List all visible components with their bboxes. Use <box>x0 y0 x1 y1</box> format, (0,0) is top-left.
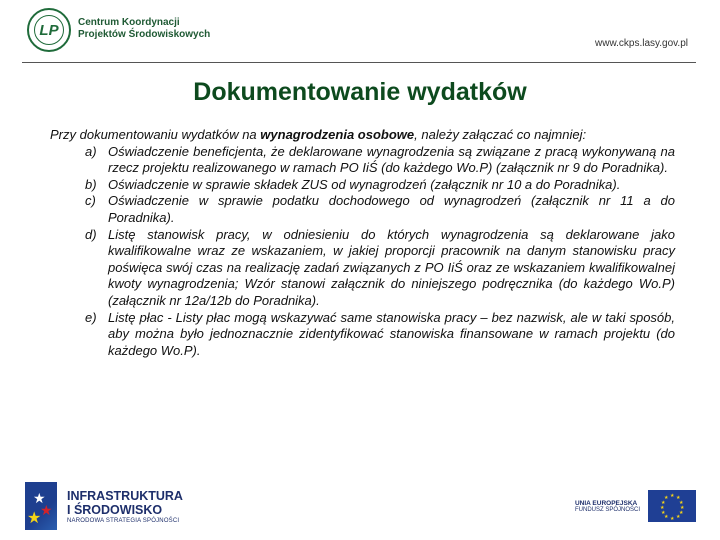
intro-paragraph <box>50 127 675 144</box>
eu-flag-icon: ★ ★ ★ ★ ★ ★ ★ ★ ★ ★ ★ ★ <box>648 490 696 522</box>
list-text: Oświadczenie w sprawie podatku dochodowego od wynagrodzeń (załącznik nr 11 a do Poradnika). <box>108 193 675 225</box>
intro-text: Przy dokumentowaniu wydatków na <box>50 127 261 142</box>
list-item <box>50 227 675 310</box>
website-url: www.ckps.lasy.gov.pl <box>595 38 688 49</box>
lasy-panstwowe-logo: LP <box>27 8 71 52</box>
header-divider <box>22 62 696 63</box>
ue-line-2: FUNDUSZ SPÓJNOŚCI <box>574 506 640 513</box>
slide-title: Dokumentowanie wydatków <box>193 78 527 106</box>
list-item <box>50 144 675 177</box>
list-item <box>50 193 675 226</box>
list-text: Oświadczenie beneficjenta, że deklarowane wynagrodzenia są związane z pracą wykonywaną na rzecz projektu realizowanego w ramach PO IiŚ (do każdego Wo.P) (załącznik nr 9 do Poradnika). <box>108 143 675 176</box>
org-line-2: Projektów Środowiskowych <box>78 29 211 40</box>
requirements-list <box>50 144 675 360</box>
infrastruktura-logo <box>25 482 183 530</box>
list-item <box>50 310 675 360</box>
list-text: Listę stanowisk pracy, w odniesieniu do których wynagrodzenia są deklarowane jako kwalifikowalne wraz ze wskazaniem, w jakiej proporcji pracownik na danym stanowisku pracy poświęca swój czas na realizację zadań związanych z PO IiŚ oraz ze wskazaniem kwalifikowalnej kwoty wynagrodzenia; Wzór stanowi załącznik do niniejszego podręcznika (do każdego Wo.P) (załącznik nr 12a/12b do Poradnika). <box>108 226 675 308</box>
ist-line-1: INFRASTRUKTURA <box>67 488 183 503</box>
org-line-1: Centrum Koordynacji <box>78 17 180 28</box>
stars-icon: ★ ★ ★ <box>25 482 57 530</box>
list-letter: a) <box>85 143 97 159</box>
list-text: Listę płac - Listy płac mogą wskazywać same stanowiska pracy – bez nazwisk, ale w taki sposób, aby można było jednoznacznie zidentyfikować stanowiska finansowane w ramach projektu (do każdego Wo.P). <box>108 309 675 358</box>
organization-name <box>78 17 210 41</box>
list-text: Oświadczenie w sprawie składek ZUS od wynagrodzeń (załącznik nr 10 a do Poradnika). <box>108 176 621 192</box>
ist-line-3: NARODOWA STRATEGIA SPÓJNOŚCI <box>67 517 180 524</box>
list-letter: c) <box>85 193 96 209</box>
list-letter: e) <box>85 309 97 325</box>
eu-logo <box>575 490 696 522</box>
ue-line-1: UNIA EUROPEJSKA <box>574 499 638 507</box>
intro-text-end: , należy załączać co najmniej: <box>414 127 587 142</box>
list-letter: d) <box>85 226 97 242</box>
list-item <box>50 177 675 194</box>
list-letter: b) <box>85 176 97 192</box>
ist-line-2: I ŚRODOWISKO <box>67 502 163 517</box>
slide-body <box>50 127 675 359</box>
intro-bold: wynagrodzenia osobowe <box>260 127 415 142</box>
